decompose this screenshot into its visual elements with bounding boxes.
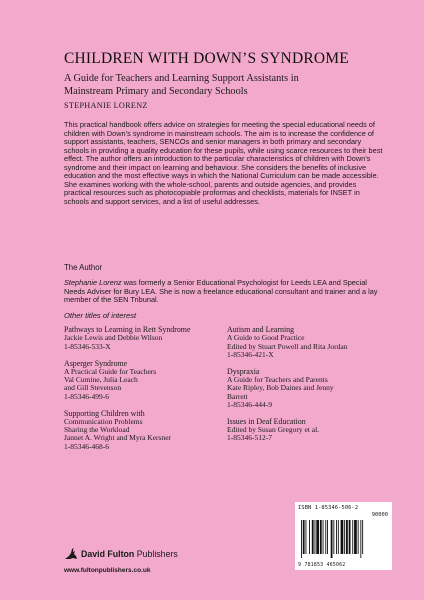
book-description: This practical handbook offers advice on strategies for meeting the special educational needs of children with Down’s syndrome in mainstream schools. The aim is to increase the confidence of support assistants, teachers, SENCOs and senior managers in both primary and secondary schools in providing a quality education for these pupils, while using scarce resources to their best effect. The author offers an introduction to the particular characteristics of children with Down’s syndrome and their impact on learning and behaviour. She considers the benefits of inclusive education and the most effective ways in which the National Curriculum can be made accessible. She examines working with the whole-school, parents and outside agencies, and provides practical resources such as photocopiable proformas and checklists, materials for INSET in schools and support services, and a list of useful addresses. (64, 120, 383, 206)
subtitle-line-1: A Guide for Teachers and Learning Support Assistants in (64, 73, 299, 84)
publisher-name (81, 549, 178, 559)
barcode-bar (331, 520, 333, 558)
barcode-panel (295, 502, 392, 570)
barcode-bar (301, 520, 302, 558)
other-title-entry (227, 326, 377, 359)
about-author-text (64, 279, 384, 305)
other-title-detail: A Guide to Good Practice (227, 333, 305, 343)
other-titles-heading: Other titles of interest (64, 311, 137, 320)
barcode-bar (352, 520, 353, 554)
other-title-detail: and Gill Stevenson (64, 383, 122, 393)
other-title-entry (227, 368, 377, 409)
subtitle-line-2: Mainstream Primary and Secondary Schools (64, 85, 248, 97)
barcode-bar (320, 520, 322, 554)
other-title-detail: Edited by Susan Gregory et al. (227, 425, 320, 435)
other-title-name: Autism and Learning (227, 325, 295, 334)
hare-logo-icon (64, 547, 78, 561)
other-title-detail: Barrett (227, 391, 248, 401)
barcode-bar (325, 520, 326, 554)
barcode-bar (358, 520, 359, 554)
publisher-name-bold: David Fulton (81, 549, 135, 559)
barcode-bar (362, 520, 363, 554)
other-title-entry (64, 326, 214, 351)
about-author-bio: was formerly a Senior Educational Psychologist for Leeds LEA and Special Needs Adviser for Bury LEA. She is now a freelance educational consultant and trainer and a lay member of the SEN Tribunal. (64, 278, 378, 305)
barcode-bar (315, 520, 316, 554)
author-name: STEPHANIE LORENZ (64, 101, 148, 110)
price-code: 90000 (371, 512, 388, 518)
other-title-name: Dyspraxia (227, 366, 260, 376)
barcode-bar (344, 520, 345, 554)
other-title-detail: 1-85346-444-9 (227, 399, 272, 409)
other-title-detail: 1-85346-533-X (64, 341, 111, 351)
barcode (301, 520, 387, 558)
other-title-name: Issues in Deaf Education (227, 416, 306, 426)
other-title-detail: Edited by Stuart Powell and Rita Jordan (227, 341, 348, 351)
other-title-detail: Jannet A. Wright and Myra Kersner (64, 433, 172, 443)
other-title-detail: 1-85346-421-X (227, 349, 274, 359)
other-title-detail: 1-85346-499-6 (64, 391, 109, 401)
about-author-name: Stephanie Lorenz (64, 278, 122, 287)
other-title-entry (64, 410, 214, 451)
barcode-digits: 9 781853 465062 (298, 562, 346, 568)
barcode-bar (346, 520, 348, 554)
other-title-detail: Sharing the Workload (64, 425, 130, 435)
other-title-name: Supporting Children with (64, 408, 145, 418)
publisher-name-rest: Publishers (134, 549, 178, 559)
other-title-detail: A Practical Guide for Teachers (64, 366, 157, 376)
barcode-bar (360, 520, 361, 558)
other-title-entry (64, 360, 214, 401)
book-title: CHILDREN WITH DOWN’S SYNDROME (64, 50, 349, 67)
barcode-bar (309, 520, 310, 554)
isbn-label: ISBN 1-85346-506-2 (298, 505, 359, 511)
publisher-logo (64, 547, 178, 561)
barcode-bar (333, 520, 334, 554)
other-title-entry (227, 418, 377, 443)
about-author-heading: The Author (64, 263, 103, 272)
other-title-detail: Kate Ripley, Bob Daines and Jenny (227, 383, 334, 393)
other-title-detail: Communication Problems (64, 416, 143, 426)
other-title-detail: 1-85346-468-6 (64, 441, 109, 451)
barcode-bar (341, 520, 344, 554)
other-title-detail: Jackie Lewis and Debbie Wilson (64, 333, 163, 343)
barcode-bar (323, 520, 324, 554)
other-title-detail: 1-85346-512-7 (227, 433, 272, 443)
barcode-bar (303, 520, 305, 554)
barcode-bar (327, 520, 328, 554)
other-title-name: Asperger Syndrome (64, 358, 128, 368)
other-title-name: Pathways to Learning in Rett Syndrome (64, 325, 191, 334)
other-title-detail: Val Cumine, Julia Leach (64, 375, 138, 385)
barcode-bar (338, 520, 339, 554)
publisher-url: www.fultonpublishers.co.uk (64, 567, 151, 574)
barcode-bar (349, 520, 351, 554)
barcode-bar (354, 520, 357, 554)
other-title-detail: A Guide for Teachers and Parents (227, 375, 328, 385)
barcode-bar (316, 520, 319, 554)
barcode-bar (312, 520, 314, 554)
book-subtitle (64, 73, 384, 98)
barcode-bar (336, 520, 337, 554)
barcode-bar (306, 520, 307, 554)
